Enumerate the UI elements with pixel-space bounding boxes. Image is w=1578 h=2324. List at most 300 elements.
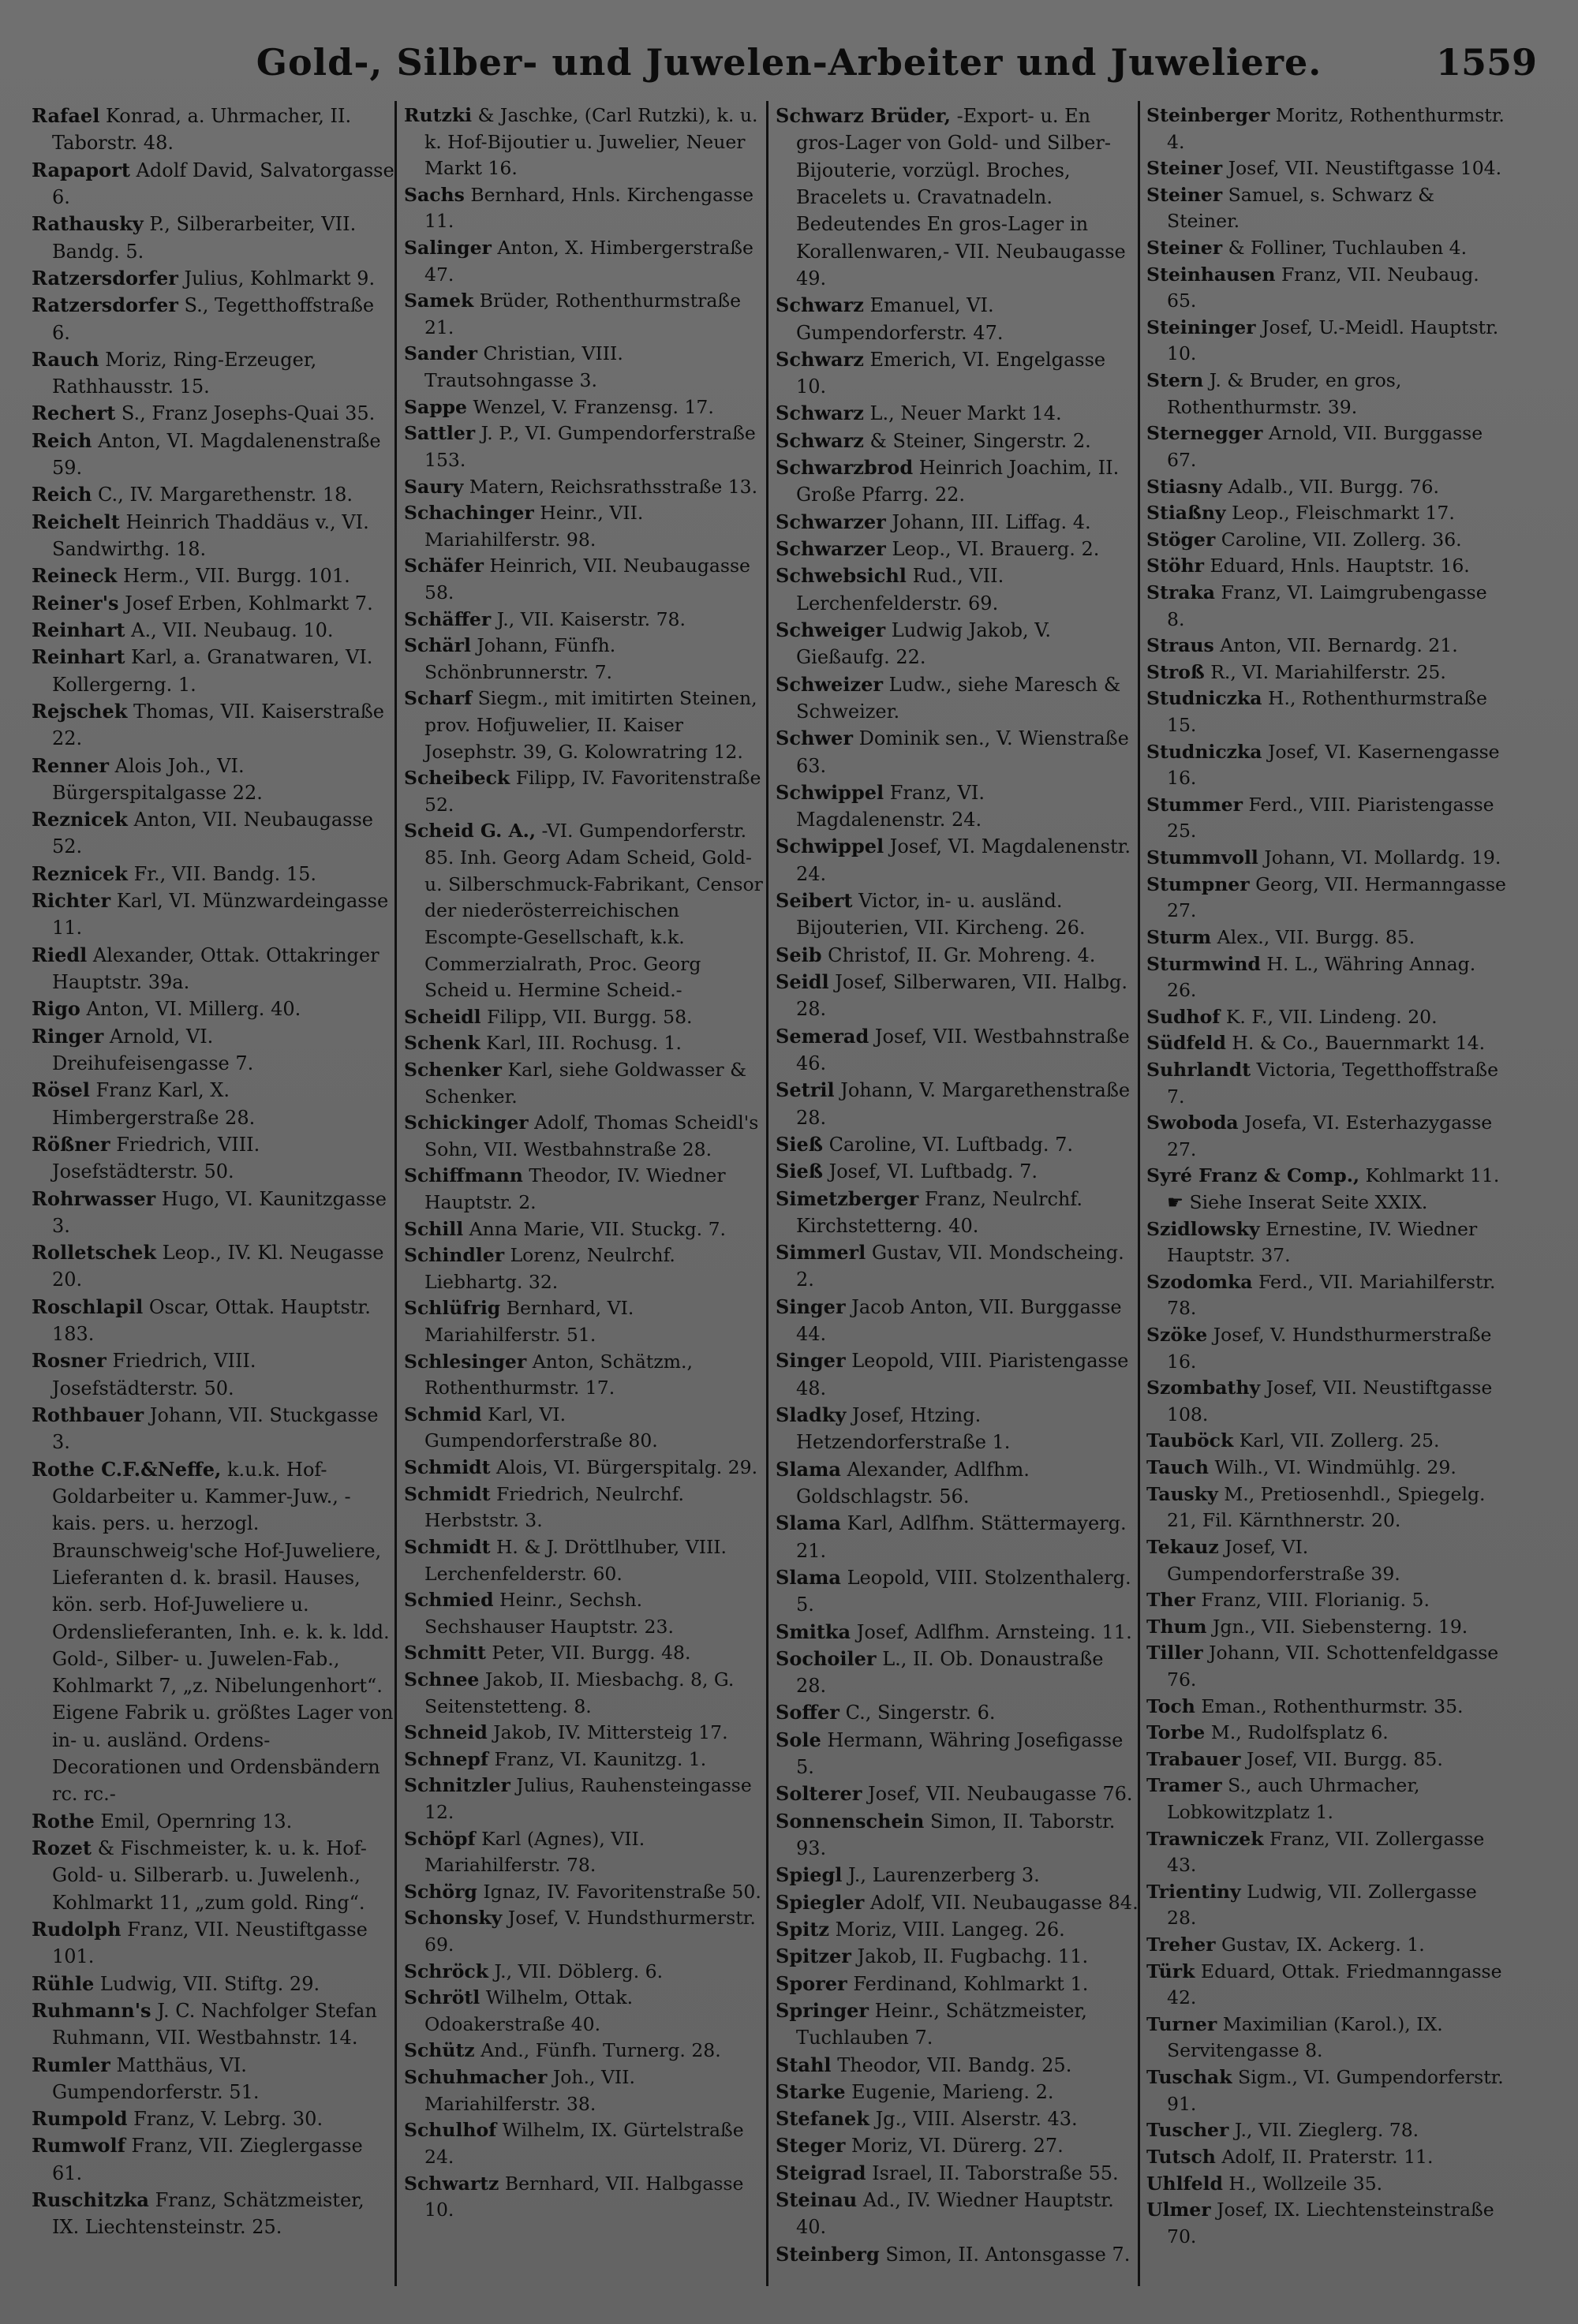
directory-entry [1146,1216,1509,1269]
entry-name: Rothe [32,1809,95,1833]
directory-entry [1146,2197,1509,2250]
directory-entry [32,1347,394,1402]
entry-name: Rozet [32,1836,92,1859]
entry-name: Seidl [776,970,829,993]
directory-entry [776,1186,1139,1240]
directory-entry [776,346,1139,401]
entry-name: Schörg [404,1880,477,1903]
entry-details: C., IV. Margarethenstr. 18. [98,484,353,506]
entry-details: Matthäus, VI. Gumpendorferstr. 51. [52,2053,260,2103]
entry-name: Steinau [776,2188,858,2212]
entry-name: Tiller [1146,1642,1203,1665]
entry-details: Samuel, s. Schwarz & Steiner. [1167,183,1435,233]
directory-entry [32,753,394,807]
entry-name: Schachinger [404,502,534,525]
entry-name: Schwarz [776,293,864,317]
entry-name: Stern [1146,369,1204,392]
directory-entry [776,1889,1139,1916]
entry-details: Franz, VII. Neubaug. 65. [1167,263,1479,312]
entry-details: Karl (Agnes), VII. Mariahilferstr. 78. [424,1827,645,1877]
entry-details: Ludwig Jakob, V. Gießaufg. 22. [796,618,1052,669]
directory-entry [1146,182,1509,235]
directory-entry [1146,925,1509,951]
entry-details: Bernhard, VII. Halbgasse 10. [424,2172,744,2221]
entry-details: Heinrich Joachim, II. Große Pfarrg. 22. [796,457,1120,506]
directory-entry [776,2187,1139,2241]
entry-name: Rösel [32,1078,90,1102]
entry-name: Tuschak [1146,2066,1232,2089]
entry-name: Steigrad [776,2161,866,2184]
entry-name: Spiegler [776,1890,865,1914]
directory-entry [1146,2012,1509,2064]
directory-entry [776,536,1139,562]
entry-details: Josefa, VI. Esterhazygasse 27. [1167,1112,1493,1160]
entry-name: Scharf [404,687,473,710]
entry-details: Siegm., mit imitirten Steinen, prov. Hofjuwelier, II. Kaiser Josephstr. 39, G. Kolowratring 12. [424,687,757,763]
entry-details: Julius, Rauhensteingasse 12. [424,1774,752,1823]
directory-entry [776,103,1139,292]
entry-details: Anton, VI. Millerg. 40. [86,998,301,1021]
directory-entry [1146,1004,1509,1031]
entry-details: Wilhelm, IX. Gürtelstraße 24. [424,2119,744,2168]
directory-entry [776,562,1139,617]
directory-entry [32,806,394,861]
directory-entry [1146,1640,1509,1693]
entry-name: Rumwolf [32,2134,125,2158]
entry-name: Reichelt [32,510,120,533]
entry-details: Peter, VII. Burgg. 48. [492,1642,691,1665]
directory-entry [776,2052,1139,2079]
entry-name: Szidlowsky [1146,1217,1260,1240]
directory-entry [776,725,1139,779]
directory-entry [32,1997,394,2052]
entry-details: Adolf, VII. Neubaugasse 84. [869,1891,1139,1914]
entry-details: Anton, VII. Bernardg. 21. [1220,634,1458,657]
directory-entry [1146,527,1509,554]
entry-details: Ludwig, VII. Stiftg. 29. [99,1972,320,1995]
entry-name: Ratzersdorfer [32,293,178,317]
directory-entry [404,1004,767,1031]
entry-details: Theodor, IV. Wiedner Hauptstr. 2. [424,1164,726,1213]
directory-entry [1146,2117,1509,2144]
entry-details: Konrad, a. Uhrmacher, II. Taborstr. 48. [52,105,352,155]
entry-details: Sigm., VI. Gumpendorferstr. 91. [1167,2066,1504,2115]
directory-entry [32,2132,394,2187]
directory-entry [404,1242,767,1295]
directory-entry [776,292,1139,346]
entry-name: Stefanek [776,2107,869,2131]
entry-details: Josef, Silberwaren, VII. Halbg. 28. [796,971,1128,1021]
entry-name: Rosner [32,1349,107,1373]
entry-details: Franz, VIII. Florianig. 5. [1201,1589,1430,1612]
directory-entry [1146,262,1509,315]
directory-entry [1146,951,1509,1004]
directory-entry [776,1456,1139,1511]
directory-entry [776,1727,1139,1781]
directory-entry [32,428,394,482]
directory-entry [404,2038,767,2064]
entry-name: Schrötl [404,1986,481,2009]
entry-details: H. & J. Dröttlhuber, VIII. Lerchenfelderstr. 60. [424,1535,727,1585]
directory-entry [32,590,394,617]
entry-name: Reinhart [32,645,125,669]
entry-name: Steiner [1146,157,1223,180]
entry-details: A., VII. Neubaug. 10. [131,618,334,641]
entry-name: Rejschek [32,699,128,723]
directory-entry [776,1808,1139,1863]
entry-details: Leop., VI. Brauerg. 2. [892,538,1100,560]
entry-details: Josef, Htzing. Hetzendorferstraße 1. [796,1404,1011,1454]
entry-name: Steinhausen [1146,263,1276,286]
entry-details: S., auch Uhrmacher, Lobkowitzplatz 1. [1167,1774,1420,1823]
entry-details: J., VII. Döblerg. 6. [494,1960,664,1982]
directory-entry [404,1402,767,1455]
entry-details: Karl, siehe Goldwasser & Schenker. [424,1058,747,1108]
entry-name: Ratzersdorfer [32,266,178,290]
entry-name: Schmied [404,1589,494,1612]
entry-name: Rößner [32,1132,110,1156]
directory-entry [404,103,767,182]
directory-entry [776,1971,1139,1997]
entry-details: Josef, VI. Kasernengasse 16. [1167,740,1500,790]
entry-details: Jakob, II. Miesbachg. 8, G. Seitenstetteng. 8. [424,1668,735,1717]
entry-details: Karl, Adlfhm. Stättermayerg. 21. [796,1512,1127,1562]
entry-name: Stumpner [1146,872,1250,895]
directory-entry [404,1959,767,1986]
directory-entry [32,1402,394,1456]
directory-entry [404,235,767,288]
entry-name: Sporer [776,1971,847,1995]
entry-name: Schill [404,1217,464,1240]
entry-details: Anton, X. Himbergerstraße 47. [424,237,753,286]
directory-entry [1146,1826,1509,1879]
entry-details: Anton, VII. Neubaugasse 52. [52,809,374,858]
directory-entry [776,1158,1139,1185]
directory-entry [404,1481,767,1534]
entry-name: Rolletschek [32,1241,157,1265]
directory-entry [776,1699,1139,1726]
entry-details: Alexander, Ottak. Ottakringer Hauptstr. 39a. [52,943,380,993]
entry-name: Sieß [776,1132,823,1156]
entry-name: Turner [1146,2012,1217,2035]
entry-details: Adalb., VII. Burgg. 76. [1228,475,1439,498]
entry-name: Singer [776,1295,846,1318]
entry-name: Schärl [404,634,471,657]
entry-details: Heinrich, VII. Neubaugasse 58. [424,555,750,603]
entry-details: Moritz, Rothenthurmstr. 4. [1167,104,1505,153]
entry-details: Franz, Schätzmeister, IX. Liechtensteinstr. 25. [52,2189,365,2239]
entry-details: Brüder, Rothenthurmstraße 21. [424,290,742,338]
entry-name: Schröck [404,1960,489,1982]
entry-details: Simon, II. Taborstr. 93. [796,1810,1116,1859]
directory-entry [776,1780,1139,1807]
entry-details: Friedrich, Neulrchf. Herbststr. 3. [424,1482,684,1532]
directory-entry [1146,1747,1509,1773]
entry-name: Simetzberger [776,1186,919,1210]
directory-entry [404,182,767,235]
directory-entry [404,1216,767,1243]
entry-details: Victoria, Tegetthoffstraße 7. [1167,1058,1498,1108]
directory-entry [1146,1375,1509,1428]
entry-details: H. & Co., Bauernmarkt 14. [1232,1032,1486,1055]
entry-details: Jakob, II. Fugbachg. 11. [857,1945,1089,1968]
entry-details: Adolf David, Salvatorgasse 6. [52,159,394,208]
entry-details: K. F., VII. Lindeng. 20. [1225,1005,1438,1028]
directory-entry [776,1564,1139,1619]
entry-name: Steinberg [776,2242,880,2266]
entry-name: Schnepf [404,1747,488,1770]
entry-name: Steinberger [1146,104,1270,126]
entry-name: Rathausky [32,212,144,236]
entry-details: Franz, Neulrchf. Kirchstetterng. 40. [796,1187,1083,1237]
entry-details: Israel, II. Taborstraße 55. [872,2161,1119,2184]
entry-name: Sladky [776,1403,847,1426]
entry-details: J., VII. Kaiserstr. 78. [496,607,686,630]
directory-entry [776,400,1139,427]
entry-details: J. P., VI. Gumpendorferstraße 153. [424,422,756,471]
entry-details: Jg., VIII. Alserstr. 43. [875,2108,1078,2131]
entry-details: Josef, VII. Burgg. 85. [1246,1747,1443,1770]
entry-details: -VI. Gumpendorferstr. 85. Inh. Georg Adam Scheid, Gold- u. Silberschmuck-Fabrikant, Censor der niederösterreichischen Escompte-Gesellschaft, k.k. Commerzialrath, Proc. Georg Scheid u. Hermine Scheid.- [424,820,763,1002]
entry-name: Schäffer [404,607,492,630]
directory-entry [32,1239,394,1294]
entry-details: Adolf, Thomas Scheidl's Sohn, VII. Westbahnstraße 28. [424,1112,759,1160]
directory-entry [776,1347,1139,1402]
directory-entry [32,1835,394,1916]
entry-name: Scheidl [404,1005,481,1028]
page-number: 1559 [1435,41,1537,84]
entry-name: Schonsky [404,1907,503,1930]
entry-name: Schwarzbrod [776,456,914,480]
entry-details: Eman., Rothenthurmstr. 35. [1201,1694,1464,1717]
entry-name: Rigo [32,997,80,1021]
entry-details: Heinrich Thaddäus v., VI. Sandwirthg. 18. [52,510,369,560]
directory-entry [1146,739,1509,792]
directory-entry [32,861,394,887]
directory-entry [404,1110,767,1163]
directory-entry [776,428,1139,454]
entry-name: Rapaport [32,158,130,181]
directory-entry [32,2187,394,2241]
directory-entry [776,1077,1139,1131]
entry-name: Schwarz [776,428,864,452]
directory-entry [404,1640,767,1667]
entry-name: Schmidt [404,1535,491,1558]
entry-name: Samek [404,290,474,312]
entry-name: Tutsch [1146,2145,1216,2168]
entry-details: Josef, VI. Gumpendorferstraße 39. [1167,1535,1400,1585]
entry-name: Schuhmacher [404,2066,548,2089]
entry-name: Simmerl [776,1241,866,1265]
directory-entry [404,1879,767,1906]
entry-name: Schweizer [776,672,883,696]
entry-details: Heinr., VII. Mariahilferstr. 98. [424,502,644,551]
entry-details: Franz, VII. Zieglergasse 61. [52,2135,363,2184]
directory-entry [32,1916,394,1971]
directory-entry [1146,1773,1509,1825]
entry-details: Leopold, VIII. Stolzenthalerg. 5. [796,1566,1131,1616]
entry-details: & Folliner, Tuchlauben 4. [1228,237,1468,260]
entry-details: M., Rudolfsplatz 6. [1210,1721,1389,1744]
directory-entry [1146,2144,1509,2171]
entry-name: Schnitzler [404,1774,510,1797]
directory-entry [404,1349,767,1402]
directory-column-3 [776,103,1139,2280]
entry-details: M., Pretiosenhdl., Spiegelg. 21, Fil. Kärnthnerstr. 20. [1167,1482,1486,1532]
directory-entry [1146,1163,1509,1216]
entry-name: Schlüfrig [404,1297,501,1320]
directory-entry [776,1402,1139,1456]
entry-details: Ludwig, VII. Zollergasse 28. [1167,1880,1477,1930]
entry-name: Schiffmann [404,1164,523,1187]
entry-details: Leopold, VIII. Piaristengasse 48. [796,1350,1129,1399]
entry-details: k.u.k. Hof-Goldarbeiter u. Kammer-Juw., -kais. pers. u. herzogl. Braunschweig'sche Hof-Juweliere, Lieferanten d. k. brasil. Hauses, kön. serb. Hof-Juweliere u. Ordenslieferanten, Inh. e. k. k. ldd. Gold-, Silber- u. Juwelen-Fab., Kohlmarkt 7, „z. Nibelungenhort“. Eigene Fabrik u. größtes Lager von in- u. ausländ. Ordens-Decorationen und Ordensbändern rc. rc.- [52,1458,394,1806]
entry-name: Stummer [1146,793,1243,816]
entry-details: Filipp, IV. Favoritenstraße 52. [424,767,761,816]
entry-details: Josef, U.-Meidl. Hauptstr. 10. [1167,316,1499,365]
entry-name: Trientiny [1146,1880,1241,1903]
entry-details: Gustav, IX. Ackerg. 1. [1221,1934,1425,1956]
directory-entry [404,1163,767,1216]
entry-details: & Jaschke, (Carl Rutzki), k. u. k. Hof-Bijoutier u. Juwelier, Neuer Markt 16. [424,104,758,180]
directory-entry [32,211,394,265]
entry-details: Eugenie, Marieng. 2. [851,2080,1054,2103]
directory-entry [1146,792,1509,845]
entry-details: Karl, a. Granatwaren, VI. Kollergerng. 1. [52,646,373,696]
directory-entry [1146,1428,1509,1455]
entry-name: Rafael [32,104,100,127]
directory-entry [776,1646,1139,1700]
directory-entry [776,833,1139,887]
entry-name: Roschlapil [32,1295,144,1318]
directory-entry [404,1587,767,1640]
entry-details: Jakob, IV. Mittersteig 17. [493,1721,728,1744]
entry-name: Riedl [32,943,88,966]
entry-details: Johann, VII. Schottenfeldgasse 76. [1167,1642,1499,1691]
directory-entry [32,509,394,563]
entry-name: Schnee [404,1668,480,1691]
entry-name: Stahl [776,2053,832,2076]
directory-entry [1146,420,1509,473]
entry-name: Reinhart [32,618,125,641]
entry-details: Eduard, Ottak. Friedmanngasse 42. [1167,1960,1502,2009]
entry-name: Stiaßny [1146,502,1226,525]
entry-details: Anna Marie, VII. Stuckg. 7. [469,1217,726,1240]
entry-details: Hugo, VI. Kaunitzgasse 3. [52,1187,387,1237]
directory-entry [1146,103,1509,155]
entry-name: Schütz [404,2039,475,2062]
entry-details: Franz, VII. Neustiftgasse 101. [52,1918,368,1968]
directory-entry [776,2241,1139,2268]
entry-name: Schmitt [404,1642,486,1665]
directory-entry [1146,1269,1509,1322]
entry-name: Rothbauer [32,1403,144,1426]
directory-entry [776,1023,1139,1078]
entry-name: Schwippel [776,780,884,804]
directory-entry [1146,1959,1509,2012]
entry-details: Matern, Reichsrathsstraße 13. [469,475,758,498]
entry-details: Victor, in- u. ausländ. Bijouterien, VII. Kircheng. 26. [796,890,1086,940]
directory-entry [1146,1534,1509,1587]
page-header [0,35,1578,98]
entry-details: Josef, IX. Liechtensteinstraße 70. [1167,2199,1494,2247]
directory-column-1 [32,103,394,2280]
entry-name: Türk [1146,1960,1195,1982]
directory-entry [404,420,767,473]
entry-details: Ignaz, IV. Favoritenstraße 50. [483,1880,761,1903]
entry-details: Josef, VII. Neustiftgasse 104. [1228,157,1502,180]
directory-entry [32,2052,394,2106]
entry-name: Rohrwasser [32,1186,156,1210]
entry-name: Reiner's [32,591,119,615]
entry-details: R., VI. Mariahilferstr. 25. [1210,660,1446,683]
entry-details: & Fischmeister, k. u. k. Hof-Gold- u. Silberarb. u. Juwelenh., Kohlmarkt 11, „zum gold. Ring“. [52,1837,367,1914]
entry-details: S., Franz Josephs-Quai 35. [121,402,376,425]
entry-name: Rauch [32,347,99,371]
entry-details: Christian, VIII. Trautsohngasse 3. [424,342,623,392]
entry-details: Johann, Fünfh. Schönbrunnerstr. 7. [424,634,616,683]
directory-entry [1146,315,1509,368]
entry-name: Swoboda [1146,1112,1239,1134]
entry-name: Saury [404,475,464,498]
directory-entry [776,2160,1139,2187]
entry-details: Ferd., VIII. Piaristengasse 25. [1167,793,1494,843]
entry-details: Moriz, VIII. Langeg. 26. [835,1918,1065,1941]
entry-details: Moriz, Ring-Erzeuger, Rathhausstr. 15. [52,348,317,398]
entry-details: Johann, III. Liffag. 4. [892,510,1091,533]
entry-details: P., Silberarbeiter, VII. Bandg. 5. [52,213,357,263]
entry-name: Schwarz [776,402,864,425]
entry-name: Schmidt [404,1482,491,1505]
entry-name: Szombathy [1146,1377,1261,1399]
entry-name: Ringer [32,1024,104,1048]
directory-entry [32,562,394,589]
entry-name: Ruhmann's [32,1998,151,2022]
directory-entry [404,1905,767,1958]
directory-entry [1146,155,1509,182]
directory-column-2 [404,103,767,2280]
directory-entry [404,474,767,501]
entry-details: Joh., VII. Mariahilferstr. 38. [424,2066,635,2115]
entry-details: Dominik sen., V. Wienstraße 63. [796,727,1129,777]
directory-entry [32,1456,394,1808]
directory-entry [776,2079,1139,2105]
entry-name: Sochoiler [776,1646,877,1670]
entry-details: Leop., IV. Kl. Neugasse 20. [52,1242,384,1291]
directory-entry [1146,872,1509,925]
entry-name: Schneid [404,1721,488,1744]
entry-name: Smitka [776,1620,851,1643]
entry-name: Slama [776,1457,841,1481]
entry-name: Schwippel [776,835,884,858]
entry-name: Schmidt [404,1456,491,1479]
entry-details: Heinr., Schätzmeister, Tuchlauben 7. [796,1999,1087,2049]
entry-name: Rumler [32,2053,110,2076]
entry-name: Schindler [404,1244,505,1267]
directory-entry [1146,235,1509,262]
directory-entry [776,1916,1139,1943]
entry-details: Franz, VI. Kaunitzg. 1. [494,1747,707,1770]
entry-details: Karl, III. Rochusg. 1. [486,1032,682,1055]
directory-entry [32,698,394,753]
entry-name: Reznicek [32,808,128,831]
entry-details: H., Wollzeile 35. [1228,2172,1383,2195]
entry-name: Studniczka [1146,687,1262,710]
entry-details: Johann, VII. Stuckgasse 3. [52,1404,379,1454]
entry-details: Hermann, Währing Josefigasse 5. [796,1728,1124,1779]
entry-details: Franz, VII. Zollergasse 43. [1167,1827,1485,1877]
page-title: Gold-, Silber- und Juwelen-Arbeiter und Juweliere. [256,41,1322,84]
